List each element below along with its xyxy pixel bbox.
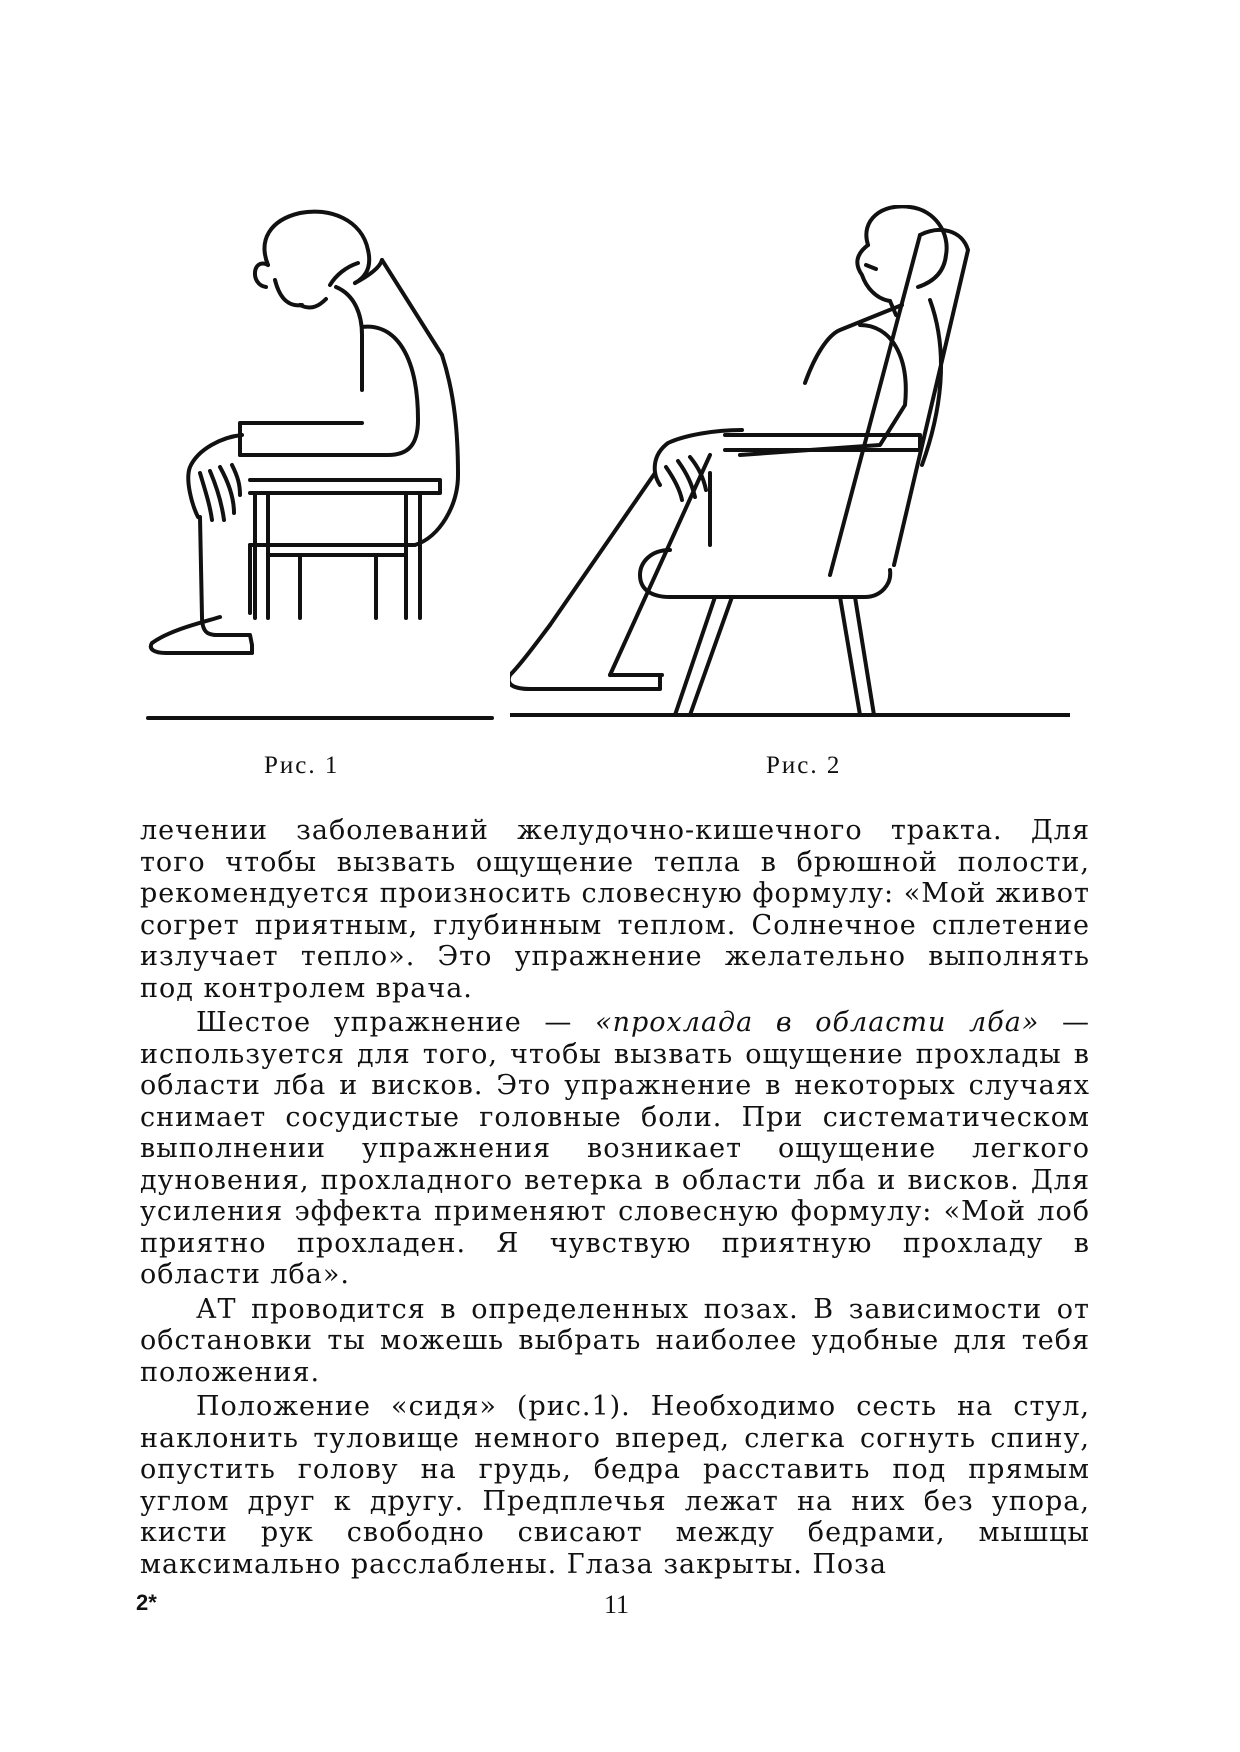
paragraph-3-text: АТ проводится в определенных позах. В зависимости от обстановки ты можешь выбрать наиболее удобные для тебя положения. xyxy=(140,1293,1090,1388)
paragraph-2-rest: — используется для того, чтобы вызвать ощущение прохлады в области лба и висков. Это упражнение в некоторых случаях снимает сосудистые головные боли. При систематическом выполнении упражнения возникает ощущение легкого дуновения, прохладного ветерка в области лба и висков. Для усиления эффекта применяют словесную формулу: «Мой лоб приятно прохладен. Я чувствую приятную прохладу в области лба». xyxy=(140,1007,1090,1290)
signature-mark: 2* xyxy=(136,1590,157,1615)
paragraph-3 xyxy=(140,1294,1090,1389)
page-number: 11 xyxy=(604,1590,630,1619)
body-text xyxy=(140,815,1090,1583)
paragraph-2 xyxy=(140,1007,1090,1291)
paragraph-4-text: Положение «сидя» (рис.1). Необходимо сесть на стул, наклонить туловище немного вперед, слегка согнуть спину, опустить голову на грудь, бедра расставить под прямым углом друг к другу. Предплечья лежат на них без упора, кисти рук свободно свисают между бедрами, мышцы максимально расслаблены. Глаза закрыты. Поза xyxy=(140,1391,1090,1580)
paragraph-4 xyxy=(140,1391,1090,1580)
figure-2-caption: Рис. 2 xyxy=(766,752,842,779)
paragraph-2-lead: Шестое упражнение — xyxy=(196,1007,596,1038)
paragraph-1-text: лечении заболеваний желудочно-кишечного тракта. Для того чтобы вызвать ощущение тепла в брюшной полости, рекомендуется произносить словесную формулу: «Мой живот согрет приятным, глубинным теплом. Солнечное сплетение излучает тепло». Это упражнение желательно выполнять под контролем врача. xyxy=(140,815,1090,1004)
exercise-name-italic: «прохлада в области лба» xyxy=(595,1007,1040,1038)
paragraph-1 xyxy=(140,815,1090,1004)
figure-1-caption: Рис. 1 xyxy=(264,752,340,779)
figure-1-illustration xyxy=(140,205,500,725)
figure-2-illustration xyxy=(510,205,1070,725)
